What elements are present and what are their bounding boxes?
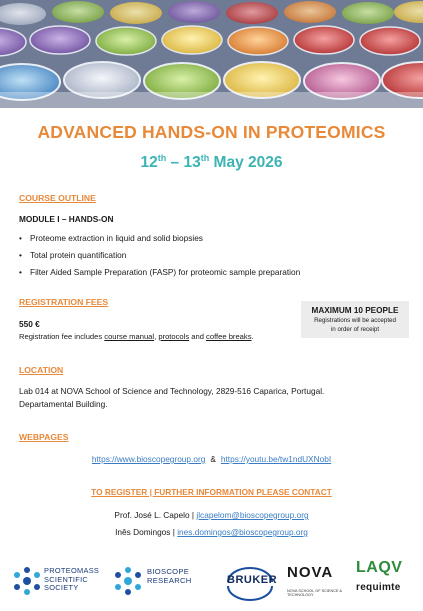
proteomass-line3: SOCIETY: [44, 583, 79, 593]
contact-line2: [0, 527, 423, 537]
proteomass-logo-text: [44, 567, 99, 593]
fee-item-manual: course manual: [104, 332, 155, 341]
outline-list: [19, 230, 300, 281]
webpages-heading: WEBPAGES: [19, 432, 69, 442]
location-line1: Lab 014 at NOVA School of Science and Technology, 2829-516 Caparica, Portugal.: [19, 386, 325, 396]
capacity-box: [301, 301, 409, 338]
date-month-year: May 2026: [209, 154, 283, 171]
fee-amount: 550 €: [19, 319, 40, 329]
date-separator: –: [166, 154, 184, 171]
registration-fees-heading: REGISTRATION FEES: [19, 297, 109, 307]
date-sup1: th: [157, 152, 167, 163]
requimte-logo-text: requimte: [356, 582, 401, 593]
capacity-title: MAXIMUM 10 PEOPLE: [311, 306, 399, 315]
contact-line1: [0, 510, 423, 520]
nova-logo-subtitle: NOVA SCHOOL OF SCIENCE & TECHNOLOGY: [287, 589, 343, 597]
bioscope-line1: BIOSCOPE: [147, 567, 190, 576]
nova-logo-text: NOVA: [287, 564, 334, 581]
bioscope-line2: RESEARCH: [147, 575, 192, 585]
date-day1: 12: [140, 154, 158, 171]
bioscope-logo-icon: [113, 566, 143, 596]
link-separator: &: [210, 454, 216, 464]
event-title: ADVANCED HANDS-ON IN PROTEOMICS: [37, 122, 386, 142]
sponsor-logos: [0, 560, 423, 605]
email-link-2[interactable]: ines.domingos@bioscopegroup.org: [177, 527, 308, 537]
capacity-line1: Registrations will be accepted: [314, 317, 396, 324]
contact-person2: Inês Domingos |: [115, 527, 178, 537]
list-item: • Total protein quantification: [19, 247, 300, 264]
proteomass-logo-icon: [12, 566, 42, 596]
bruker-logo-text: BRUKER: [227, 574, 278, 586]
event-date: [0, 154, 423, 172]
fee-item-protocols: protocols: [158, 332, 190, 341]
proteomass-line1: PROTEOMASS: [44, 566, 100, 575]
fee-note-sep1: ,: [154, 332, 159, 341]
website-link[interactable]: https://www.bioscopegroup.org: [91, 454, 206, 464]
date-sup2: th: [200, 152, 210, 163]
laqv-logo-text: LAQV: [356, 559, 403, 576]
course-outline-heading: COURSE OUTLINE: [19, 193, 96, 203]
webpage-links: [0, 454, 423, 464]
contact-person1: Prof. José L. Capelo |: [114, 510, 197, 520]
petri-dishes-illustration: [0, 0, 423, 108]
youtube-link[interactable]: https://youtu.be/tw1ndUXNobI: [220, 454, 332, 464]
fee-note-prefix: Registration fee includes: [19, 332, 105, 341]
proteomass-line2: SCIENTIFIC: [44, 574, 89, 584]
list-item: • Proteome extraction in liquid and solid biopsies: [19, 230, 300, 247]
bioscope-logo-text: [147, 568, 192, 585]
location-line2: Departamental Building.: [19, 399, 108, 409]
email-link-1[interactable]: jlcapelom@bioscopegroup.org: [196, 510, 309, 520]
fee-note: [19, 331, 254, 343]
fee-note-end: .: [251, 332, 254, 341]
location-heading: LOCATION: [19, 365, 64, 375]
capacity-line2: in order of receipt: [330, 325, 380, 333]
hero-image: [0, 0, 423, 108]
register-heading: TO REGISTER | FURTHER INFORMATION PLEASE CONTACT: [91, 487, 332, 497]
fee-item-coffee: coffee breaks: [206, 332, 252, 341]
fee-note-sep2: and: [189, 332, 207, 341]
list-item: • Filter Aided Sample Preparation (FASP) for proteomic sample preparation: [19, 264, 300, 281]
module-title: MODULE I – HANDS-ON: [19, 214, 114, 224]
date-day2: 13: [183, 154, 201, 171]
